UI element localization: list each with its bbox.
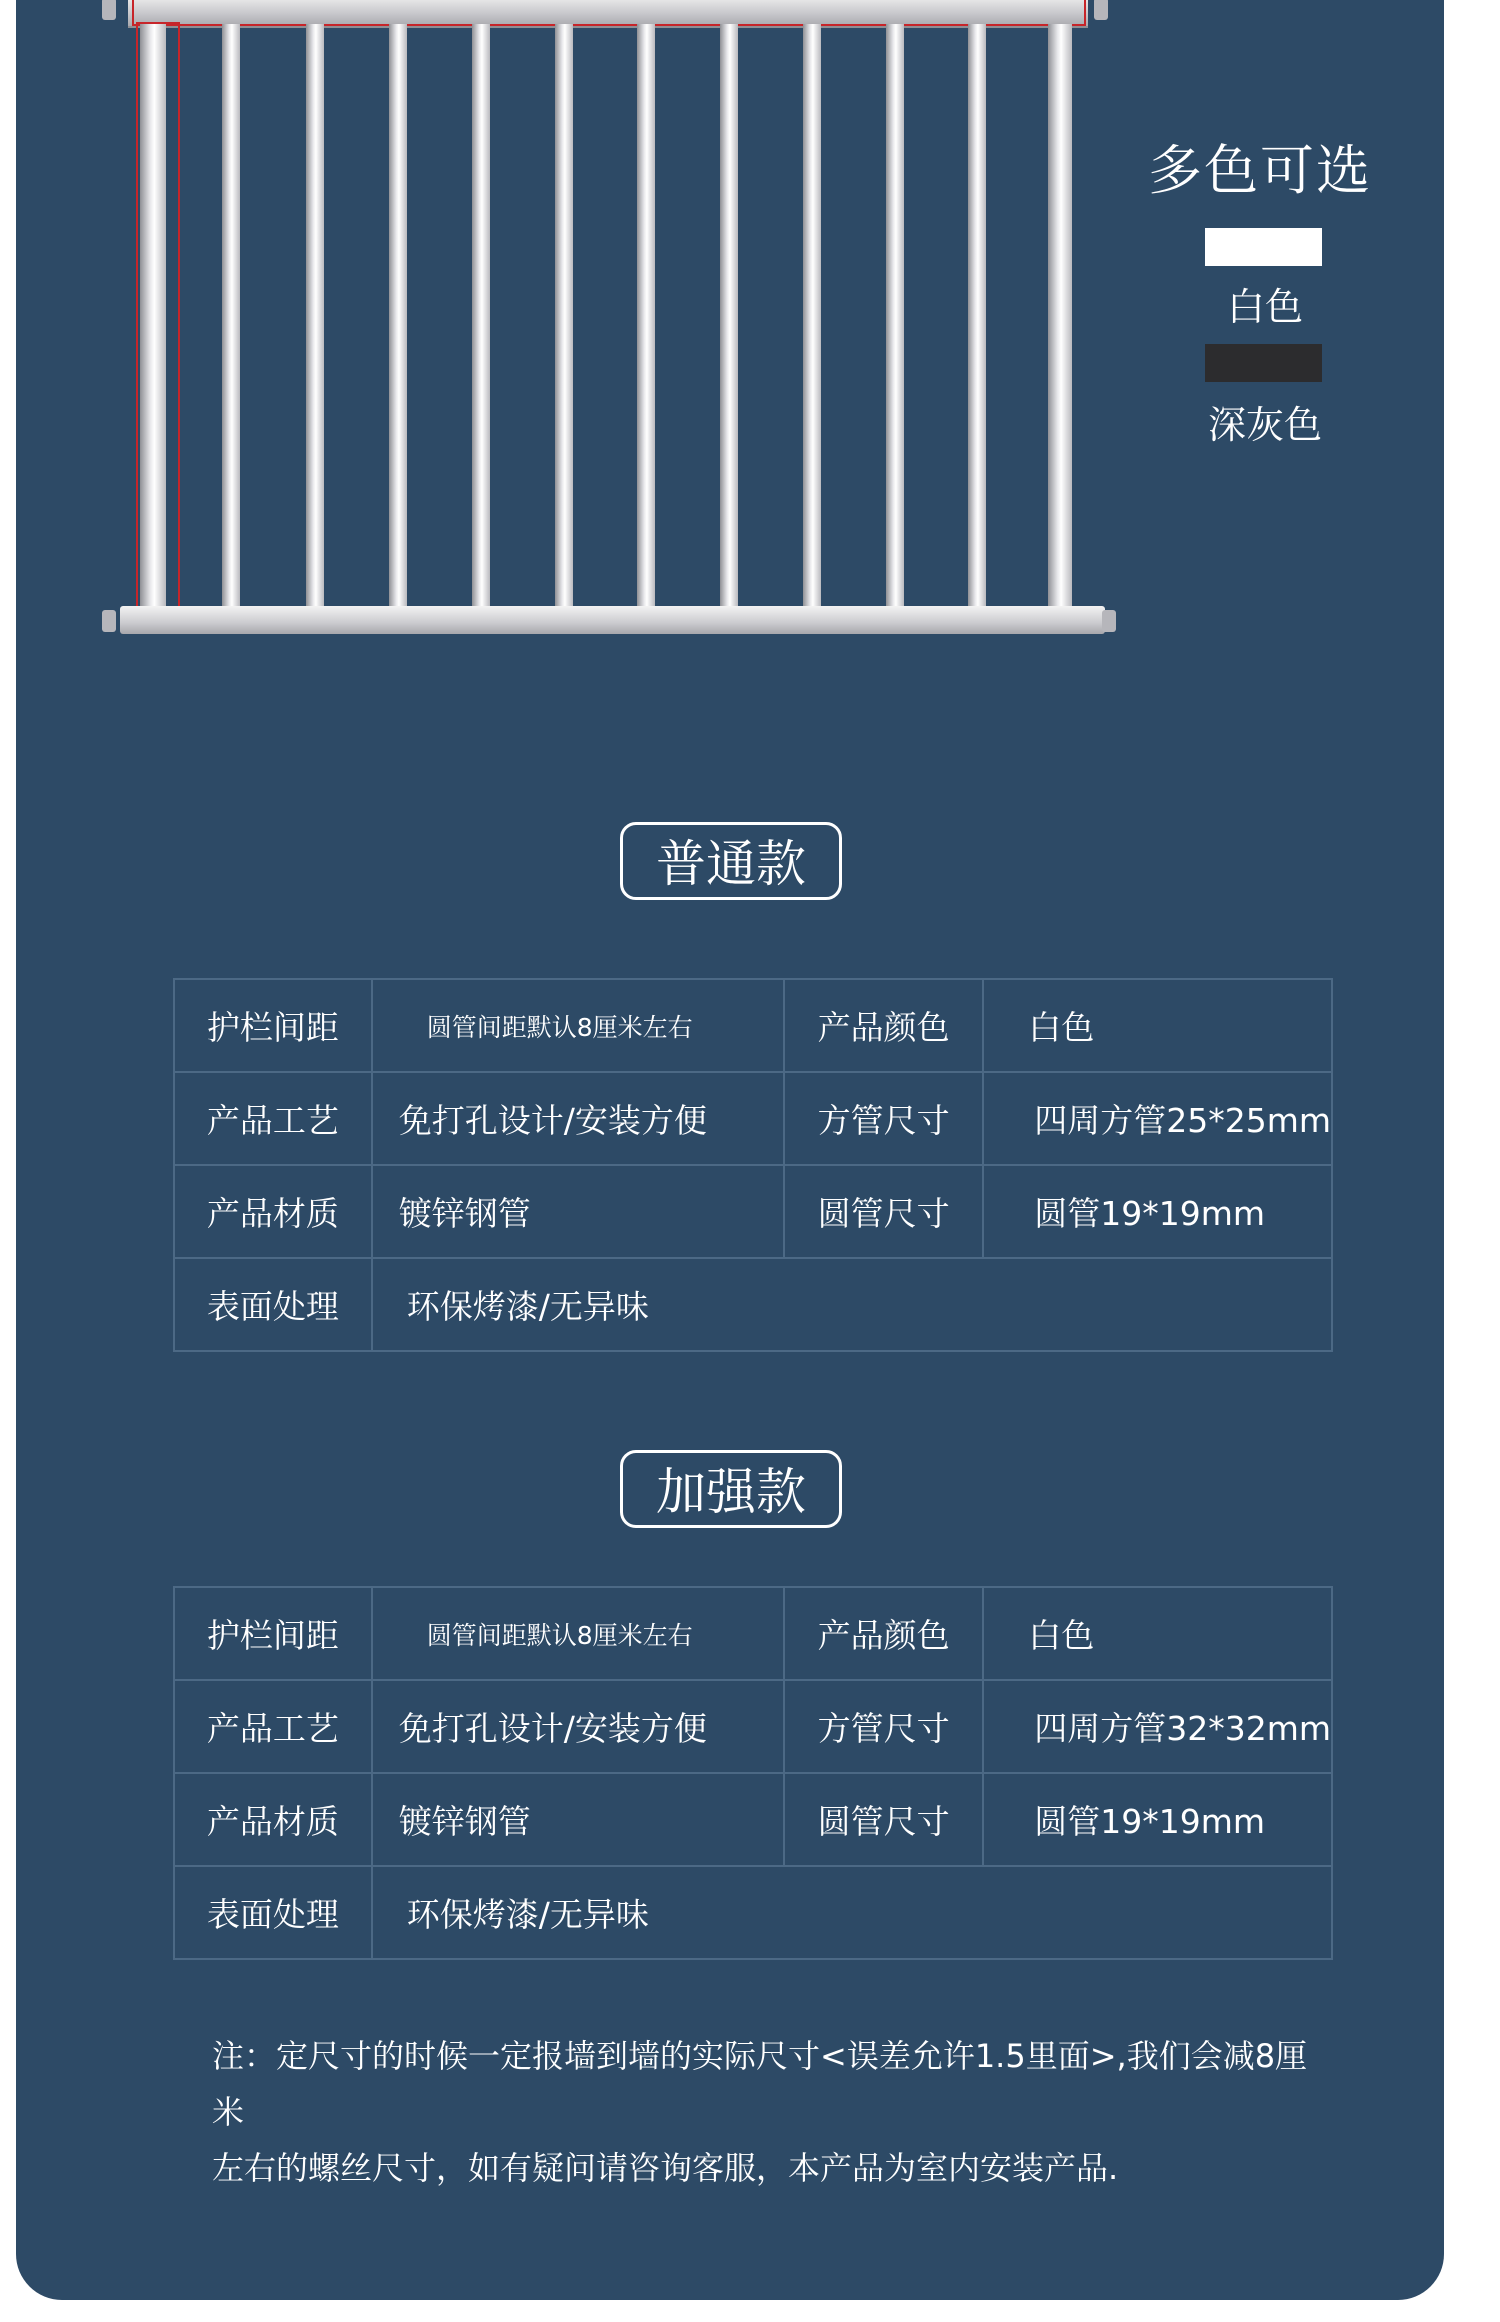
table-row: [174, 1866, 1332, 1959]
spec-label: 产品材质: [174, 1773, 372, 1866]
bolt-icon: [102, 0, 116, 20]
railing-post: [1048, 24, 1072, 608]
railing-post: [803, 24, 821, 608]
table-row: [174, 1773, 1332, 1866]
spec-value: 环保烤漆/无异味: [372, 1258, 1332, 1351]
spec-label: 表面处理: [174, 1258, 372, 1351]
railing-post: [389, 24, 407, 608]
railing-bottom-bar: [120, 606, 1105, 634]
reinforced-section-title: 加强款: [620, 1450, 842, 1528]
spec-label: 护栏间距: [174, 979, 372, 1072]
standard-section-title: 普通款: [620, 822, 842, 900]
spec-label: 护栏间距: [174, 1587, 372, 1680]
spec-value: 免打孔设计/安装方便: [372, 1072, 784, 1165]
table-row: [174, 1072, 1332, 1165]
white-swatch: [1205, 228, 1322, 266]
railing-post: [637, 24, 655, 608]
spec-value: 镀锌钢管: [372, 1773, 784, 1866]
bolt-icon: [1094, 0, 1108, 20]
reinforced-spec-table: [173, 1586, 1333, 1960]
note-line: 注：定尺寸的时候一定报墙到墙的实际尺寸<误差允许1.5里面>,我们会减8厘米: [212, 2037, 1308, 2131]
spec-label: 产品工艺: [174, 1680, 372, 1773]
spec-label: 表面处理: [174, 1866, 372, 1959]
spec-value: 圆管间距默认8厘米左右: [372, 1587, 784, 1680]
spec-value: 环保烤漆/无异味: [372, 1866, 1332, 1959]
bolt-icon: [1102, 610, 1116, 632]
standard-spec-table: [173, 978, 1333, 1352]
railing-post: [222, 24, 240, 608]
table-row: [174, 1680, 1332, 1773]
spec-label: 方管尺寸: [784, 1072, 983, 1165]
spec-label: 产品工艺: [174, 1072, 372, 1165]
dark-gray-swatch: [1205, 344, 1322, 382]
spec-label: 产品颜色: [784, 979, 983, 1072]
spec-value: 白色: [983, 1587, 1332, 1680]
highlight-frame: [136, 22, 180, 614]
spec-label: 圆管尺寸: [784, 1165, 983, 1258]
spec-value: 四周方管25*25mm: [983, 1072, 1332, 1165]
highlight-frame: [132, 0, 1086, 26]
table-row: [174, 979, 1332, 1072]
railing-post: [720, 24, 738, 608]
spec-label: 产品颜色: [784, 1587, 983, 1680]
spec-value: 圆管19*19mm: [983, 1773, 1332, 1866]
spec-value: 四周方管32*32mm: [983, 1680, 1332, 1773]
railing-product-image: [98, 0, 1128, 650]
spec-value: 圆管19*19mm: [983, 1165, 1332, 1258]
railing-post: [472, 24, 490, 608]
table-row: [174, 1587, 1332, 1680]
railing-post: [306, 24, 324, 608]
spec-value: 镀锌钢管: [372, 1165, 784, 1258]
white-swatch-label: 白色: [1226, 285, 1303, 329]
spec-label: 产品材质: [174, 1165, 372, 1258]
table-row: [174, 1258, 1332, 1351]
railing-post: [555, 24, 573, 608]
spec-value: 圆管间距默认8厘米左右: [372, 979, 784, 1072]
spec-value: 免打孔设计/安装方便: [372, 1680, 784, 1773]
installation-note: [212, 2028, 1332, 2196]
spec-value: 白色: [983, 979, 1332, 1072]
bolt-icon: [102, 610, 116, 632]
dark-gray-swatch-label: 深灰色: [1207, 403, 1322, 447]
table-row: [174, 1165, 1332, 1258]
spec-label: 方管尺寸: [784, 1680, 983, 1773]
note-line: 左右的螺丝尺寸，如有疑问请咨询客服，本产品为室内安装产品.: [212, 2149, 1119, 2187]
railing-post: [968, 24, 986, 608]
railing-post: [886, 24, 904, 608]
colors-title: 多色可选: [1148, 139, 1372, 202]
spec-label: 圆管尺寸: [784, 1773, 983, 1866]
